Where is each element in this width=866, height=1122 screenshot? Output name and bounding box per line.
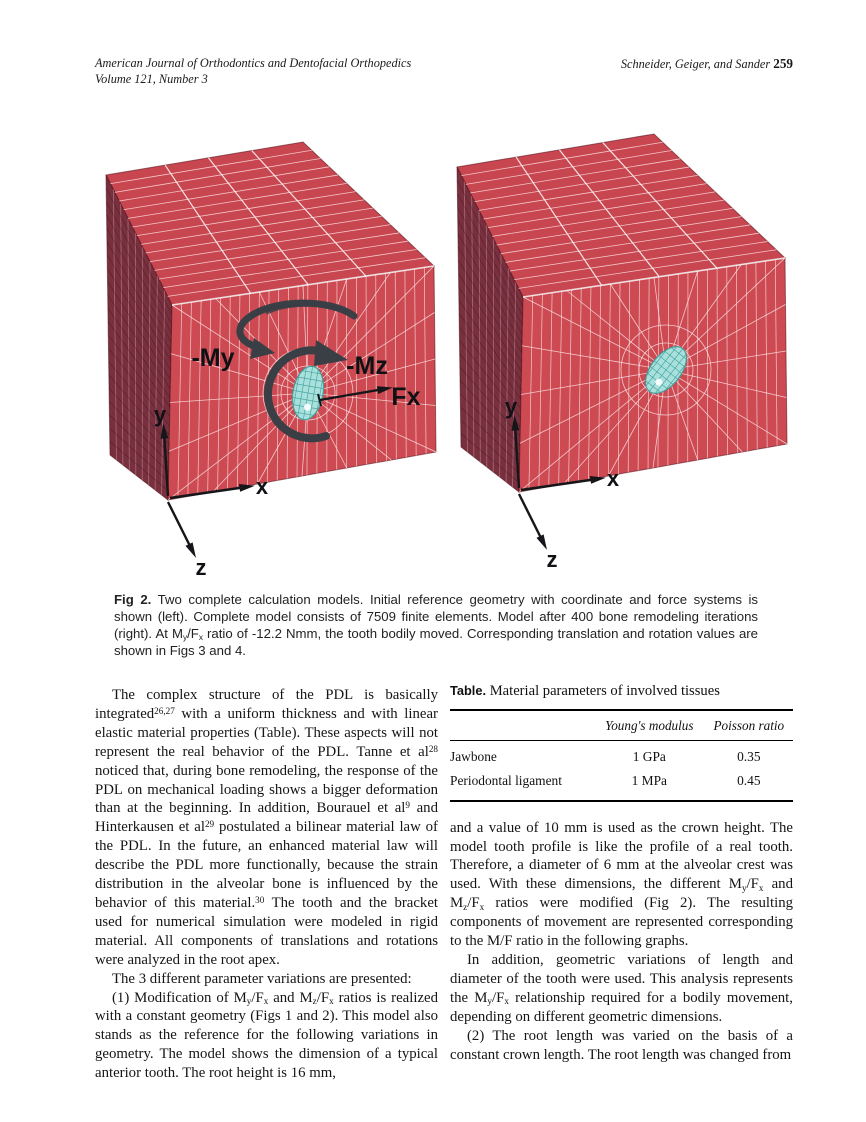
authors-pageno xyxy=(621,56,793,87)
left-model-mesh xyxy=(106,142,436,558)
table-cell: 0.35 xyxy=(737,748,761,764)
paragraph: (1) Modification of $M_y/F_x$ and $M_z/F_x$ ratios is realized with a constant geometry (Figs 1 and 2). This model also stands as the reference for the following variations in geometry. The model shows the dimension of a typical anterior tooth. The root height is 16 mm, xyxy=(95,989,438,1082)
body-column-right xyxy=(450,682,793,1064)
table-cell: 1 MPa xyxy=(631,772,667,788)
paragraph: In addition, geometric variations of length and diameter of the tooth were used. This analysis represents the $M_y/F_x$ relationship required for a bodily movement, depending on different geometric dimensions. xyxy=(450,951,793,1025)
table-cell: 1 GPa xyxy=(632,748,666,764)
paragraph: (2) The root length was varied on the basis of a constant crown length. The root length was changed from xyxy=(450,1027,793,1063)
paragraph: The complex structure of the PDL is basically integrated$^{26,27}$ with a uniform thickness and with linear elastic material properties (Table). These aspects will not represent the real behavior of the PDL. Tanne et $al^{28}$ noticed that, during bone remodeling, the response of the PDL on mechanical loading shows a bigger deformation than at the beginning. In addition, Bourauel et $al^9$ and Hinterkausen et $al^{29}$ postulated a bilinear material law of the PDL. In the future, an enhanced material law will describe the PDL more functionally, because the strain distribution in the alveolar bone is influenced by the behavior of this material.$^{30}$ The tooth and the bracket used for numerical simulation were modeled in rigid material. All components of translations and rotations were analyzed in the root apex. xyxy=(95,687,438,968)
figure-caption xyxy=(114,592,758,660)
paragraph: and a value of 10 mm is used as the crown height. The model tooth profile is like the profile of a real tooth. Therefore, a diameter of 6 mm at the alveolar crest was used. With these dimensions, the different $M_y/F_x$ and $M_z/F_x$ ratios were modified (Fig 2). The resulting components of movement are represented corresponding to the M/F ratio in the following graphs. xyxy=(450,819,793,950)
right-axis-x-label: x xyxy=(606,466,620,491)
figure-caption-text: Two complete calculation models. Initial reference geometry with coordinate and force systems is shown (left). Complete model consists of 7509 finite elements. Model after 400 bone remodeling iterations (right). At $M_y/F_x$ ratio of -12.2 Nmm, the tooth bodily moved. Corresponding translation and rotation values are shown in Figs 3 and 4. xyxy=(114,592,759,658)
figure-caption-lead: Fig 2. xyxy=(114,592,152,607)
page-number: 259 xyxy=(773,56,793,71)
materials-table xyxy=(450,682,793,802)
table-row xyxy=(450,769,793,800)
fem-models-illustration xyxy=(88,112,798,594)
right-model-mesh xyxy=(457,134,787,550)
material-parameters-table xyxy=(450,709,793,802)
table-header-row xyxy=(450,710,793,740)
moment-z-label: -Mz xyxy=(346,352,388,380)
paragraph: The 3 different parameter variations are presented: xyxy=(112,970,412,987)
table-title-text: Material parameters of involved tissues xyxy=(489,683,720,699)
authors: Schneider, Geiger, and Sander xyxy=(620,57,771,71)
table-col-poisson-ratio: Poisson ratio xyxy=(705,710,793,740)
table-row xyxy=(450,740,793,769)
running-header xyxy=(95,56,793,87)
force-x-label: Fx xyxy=(391,383,421,411)
left-axis-z-label: z xyxy=(195,555,207,580)
table-cell: Periodontal ligament xyxy=(450,772,562,788)
table-title xyxy=(450,682,793,701)
table-cell: 0.45 xyxy=(737,772,761,788)
figure-2-models xyxy=(88,112,798,594)
table-title-lead: Table. xyxy=(450,683,487,698)
right-axis-z-label: z xyxy=(546,547,558,572)
journal-info xyxy=(95,56,411,87)
moment-y-label: -My xyxy=(191,344,235,372)
right-axis-y-label: y xyxy=(504,394,518,419)
left-axis-y-label: y xyxy=(153,402,167,427)
left-axis-x-label: x xyxy=(255,474,269,499)
table-col-tissue xyxy=(450,710,594,740)
body-column-left xyxy=(95,686,438,1083)
table-cell: Jawbone xyxy=(450,748,497,764)
table-col-youngs-modulus: Young's modulus xyxy=(594,710,705,740)
journal-volume: Volume 121, Number 3 xyxy=(95,71,208,86)
journal-title: American Journal of Orthodontics and Dentofacial Orthopedics xyxy=(95,56,412,70)
